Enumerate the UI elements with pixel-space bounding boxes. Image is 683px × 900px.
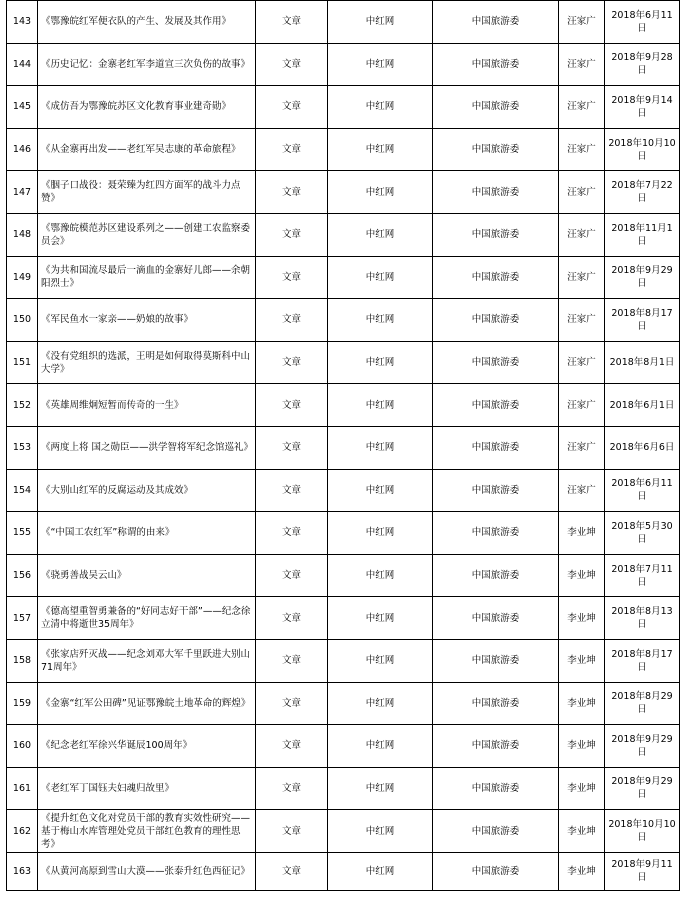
row-media: 中红网 — [328, 512, 433, 555]
row-author: 汪家广 — [559, 426, 605, 469]
row-media: 中红网 — [328, 682, 433, 725]
row-author: 汪家广 — [559, 171, 605, 214]
table-row — [7, 86, 680, 129]
row-title: 《金寨“红军公田碑”见证鄂豫皖土地革命的辉煌》 — [38, 682, 256, 725]
row-date: 2018年6月11日 — [605, 469, 680, 512]
row-title: 《成仿吾为鄂豫皖苏区文化教育事业建奇勋》 — [38, 86, 256, 129]
row-organization: 中国旅游委 — [433, 597, 559, 640]
row-title: 《鄂豫皖模范苏区建设系列之——创建工农监察委员会》 — [38, 213, 256, 256]
row-number: 160 — [7, 725, 38, 768]
row-organization: 中国旅游委 — [433, 341, 559, 384]
row-media: 中红网 — [328, 341, 433, 384]
row-type: 文章 — [256, 256, 328, 299]
row-number: 153 — [7, 426, 38, 469]
row-organization: 中国旅游委 — [433, 128, 559, 171]
row-type: 文章 — [256, 384, 328, 427]
row-number: 158 — [7, 639, 38, 682]
row-organization: 中国旅游委 — [433, 171, 559, 214]
row-author: 李业坤 — [559, 512, 605, 555]
table-row — [7, 469, 680, 512]
row-date: 2018年10月10日 — [605, 810, 680, 853]
row-title: 《老红军丁国钰夫妇魂归故里》 — [38, 767, 256, 810]
row-media: 中红网 — [328, 725, 433, 768]
row-organization: 中国旅游委 — [433, 852, 559, 890]
row-title: 《提升红色文化对党员干部的教育实效性研究——基于梅山水库管理处党员干部红色教育的理性思考》 — [38, 810, 256, 853]
row-media: 中红网 — [328, 597, 433, 640]
table-row — [7, 426, 680, 469]
row-date: 2018年9月14日 — [605, 86, 680, 129]
table-row — [7, 384, 680, 427]
row-author: 汪家广 — [559, 256, 605, 299]
row-type: 文章 — [256, 86, 328, 129]
table-row — [7, 725, 680, 768]
row-author: 李业坤 — [559, 639, 605, 682]
table-row — [7, 512, 680, 555]
row-title: 《从金寨再出发——老红军吴志康的革命旅程》 — [38, 128, 256, 171]
row-date: 2018年9月11日 — [605, 852, 680, 890]
row-date: 2018年8月1日 — [605, 341, 680, 384]
row-media: 中红网 — [328, 554, 433, 597]
table-row — [7, 213, 680, 256]
row-title: 《鄂豫皖红军便衣队的产生、发展及其作用》 — [38, 1, 256, 44]
table-row — [7, 128, 680, 171]
row-number: 152 — [7, 384, 38, 427]
row-number: 145 — [7, 86, 38, 129]
table-row — [7, 299, 680, 342]
row-type: 文章 — [256, 810, 328, 853]
row-organization: 中国旅游委 — [433, 256, 559, 299]
table-row — [7, 767, 680, 810]
row-organization: 中国旅游委 — [433, 554, 559, 597]
row-media: 中红网 — [328, 171, 433, 214]
row-title: 《德高望重智勇兼备的“好同志好干部”——纪念徐立清中将逝世35周年》 — [38, 597, 256, 640]
row-organization: 中国旅游委 — [433, 810, 559, 853]
table-row — [7, 43, 680, 86]
row-title: 《大别山红军的反腐运动及其成效》 — [38, 469, 256, 512]
row-author: 汪家广 — [559, 341, 605, 384]
row-author: 李业坤 — [559, 597, 605, 640]
row-date: 2018年7月11日 — [605, 554, 680, 597]
row-organization: 中国旅游委 — [433, 213, 559, 256]
row-number: 149 — [7, 256, 38, 299]
row-date: 2018年8月29日 — [605, 682, 680, 725]
row-number: 157 — [7, 597, 38, 640]
row-number: 150 — [7, 299, 38, 342]
table-row — [7, 256, 680, 299]
row-author: 汪家广 — [559, 128, 605, 171]
row-type: 文章 — [256, 597, 328, 640]
row-type: 文章 — [256, 426, 328, 469]
row-number: 151 — [7, 341, 38, 384]
row-title: 《胭子口战役：聂荣臻为红四方面军的战斗力点赞》 — [38, 171, 256, 214]
row-date: 2018年11月1日 — [605, 213, 680, 256]
row-date: 2018年6月1日 — [605, 384, 680, 427]
row-title: 《英雄周维炯短暂而传奇的一生》 — [38, 384, 256, 427]
row-media: 中红网 — [328, 810, 433, 853]
table-row — [7, 171, 680, 214]
row-media: 中红网 — [328, 469, 433, 512]
row-type: 文章 — [256, 299, 328, 342]
row-organization: 中国旅游委 — [433, 43, 559, 86]
row-title: 《纪念老红军徐兴华诞辰100周年》 — [38, 725, 256, 768]
row-author: 李业坤 — [559, 725, 605, 768]
row-type: 文章 — [256, 469, 328, 512]
row-type: 文章 — [256, 1, 328, 44]
row-type: 文章 — [256, 682, 328, 725]
row-organization: 中国旅游委 — [433, 469, 559, 512]
table-row — [7, 341, 680, 384]
table-row — [7, 554, 680, 597]
row-date: 2018年6月6日 — [605, 426, 680, 469]
row-organization: 中国旅游委 — [433, 86, 559, 129]
row-author: 汪家广 — [559, 384, 605, 427]
row-organization: 中国旅游委 — [433, 682, 559, 725]
row-type: 文章 — [256, 43, 328, 86]
row-title: 《“中国工农红军”称谓的由来》 — [38, 512, 256, 555]
row-number: 162 — [7, 810, 38, 853]
row-title: 《没有党组织的选派，王明是如何取得莫斯科中山大学》 — [38, 341, 256, 384]
row-title: 《历史记忆：金寨老红军李道宣三次负伤的故事》 — [38, 43, 256, 86]
row-date: 2018年8月13日 — [605, 597, 680, 640]
table-row — [7, 1, 680, 44]
row-date: 2018年10月10日 — [605, 128, 680, 171]
row-number: 146 — [7, 128, 38, 171]
row-media: 中红网 — [328, 43, 433, 86]
row-author: 汪家广 — [559, 299, 605, 342]
row-author: 李业坤 — [559, 554, 605, 597]
row-organization: 中国旅游委 — [433, 725, 559, 768]
row-date: 2018年9月29日 — [605, 256, 680, 299]
row-date: 2018年5月30日 — [605, 512, 680, 555]
row-title: 《骁勇善战吴云山》 — [38, 554, 256, 597]
table-row — [7, 852, 680, 890]
row-organization: 中国旅游委 — [433, 639, 559, 682]
row-title: 《为共和国流尽最后一滴血的金寨好儿郎——余朝阳烈士》 — [38, 256, 256, 299]
row-number: 147 — [7, 171, 38, 214]
row-date: 2018年9月29日 — [605, 725, 680, 768]
row-media: 中红网 — [328, 426, 433, 469]
row-media: 中红网 — [328, 852, 433, 890]
row-author: 汪家广 — [559, 86, 605, 129]
row-organization: 中国旅游委 — [433, 384, 559, 427]
row-date: 2018年9月29日 — [605, 767, 680, 810]
row-type: 文章 — [256, 767, 328, 810]
row-type: 文章 — [256, 213, 328, 256]
row-date: 2018年6月11日 — [605, 1, 680, 44]
row-number: 163 — [7, 852, 38, 890]
row-type: 文章 — [256, 639, 328, 682]
table-row — [7, 597, 680, 640]
row-type: 文章 — [256, 341, 328, 384]
row-author: 汪家广 — [559, 469, 605, 512]
row-type: 文章 — [256, 171, 328, 214]
row-date: 2018年9月28日 — [605, 43, 680, 86]
row-media: 中红网 — [328, 299, 433, 342]
row-number: 159 — [7, 682, 38, 725]
row-media: 中红网 — [328, 256, 433, 299]
row-type: 文章 — [256, 554, 328, 597]
row-media: 中红网 — [328, 767, 433, 810]
table-body — [7, 1, 680, 891]
row-media: 中红网 — [328, 1, 433, 44]
table-row — [7, 682, 680, 725]
row-type: 文章 — [256, 128, 328, 171]
row-author: 汪家广 — [559, 43, 605, 86]
row-number: 144 — [7, 43, 38, 86]
records-table — [6, 0, 680, 891]
row-title: 《从黄河高原到雪山大漠——张泰升红色西征记》 — [38, 852, 256, 890]
row-author: 李业坤 — [559, 682, 605, 725]
row-organization: 中国旅游委 — [433, 299, 559, 342]
row-media: 中红网 — [328, 213, 433, 256]
row-title: 《军民鱼水一家亲——奶娘的故事》 — [38, 299, 256, 342]
row-organization: 中国旅游委 — [433, 1, 559, 44]
row-author: 汪家广 — [559, 1, 605, 44]
table-row — [7, 810, 680, 853]
row-organization: 中国旅游委 — [433, 426, 559, 469]
row-type: 文章 — [256, 512, 328, 555]
row-date: 2018年7月22日 — [605, 171, 680, 214]
row-author: 李业坤 — [559, 767, 605, 810]
row-number: 154 — [7, 469, 38, 512]
row-media: 中红网 — [328, 639, 433, 682]
row-organization: 中国旅游委 — [433, 767, 559, 810]
row-number: 161 — [7, 767, 38, 810]
row-date: 2018年8月17日 — [605, 639, 680, 682]
row-type: 文章 — [256, 852, 328, 890]
row-number: 155 — [7, 512, 38, 555]
row-media: 中红网 — [328, 128, 433, 171]
table-row — [7, 639, 680, 682]
row-author: 李业坤 — [559, 810, 605, 853]
row-title: 《张家店歼灭战——纪念刘邓大军千里跃进大别山71周年》 — [38, 639, 256, 682]
row-author: 汪家广 — [559, 213, 605, 256]
row-media: 中红网 — [328, 86, 433, 129]
row-number: 156 — [7, 554, 38, 597]
row-number: 148 — [7, 213, 38, 256]
row-author: 李业坤 — [559, 852, 605, 890]
row-type: 文章 — [256, 725, 328, 768]
row-organization: 中国旅游委 — [433, 512, 559, 555]
row-title: 《两度上将 国之勋臣——洪学智将军纪念馆巡礼》 — [38, 426, 256, 469]
row-date: 2018年8月17日 — [605, 299, 680, 342]
row-media: 中红网 — [328, 384, 433, 427]
row-number: 143 — [7, 1, 38, 44]
